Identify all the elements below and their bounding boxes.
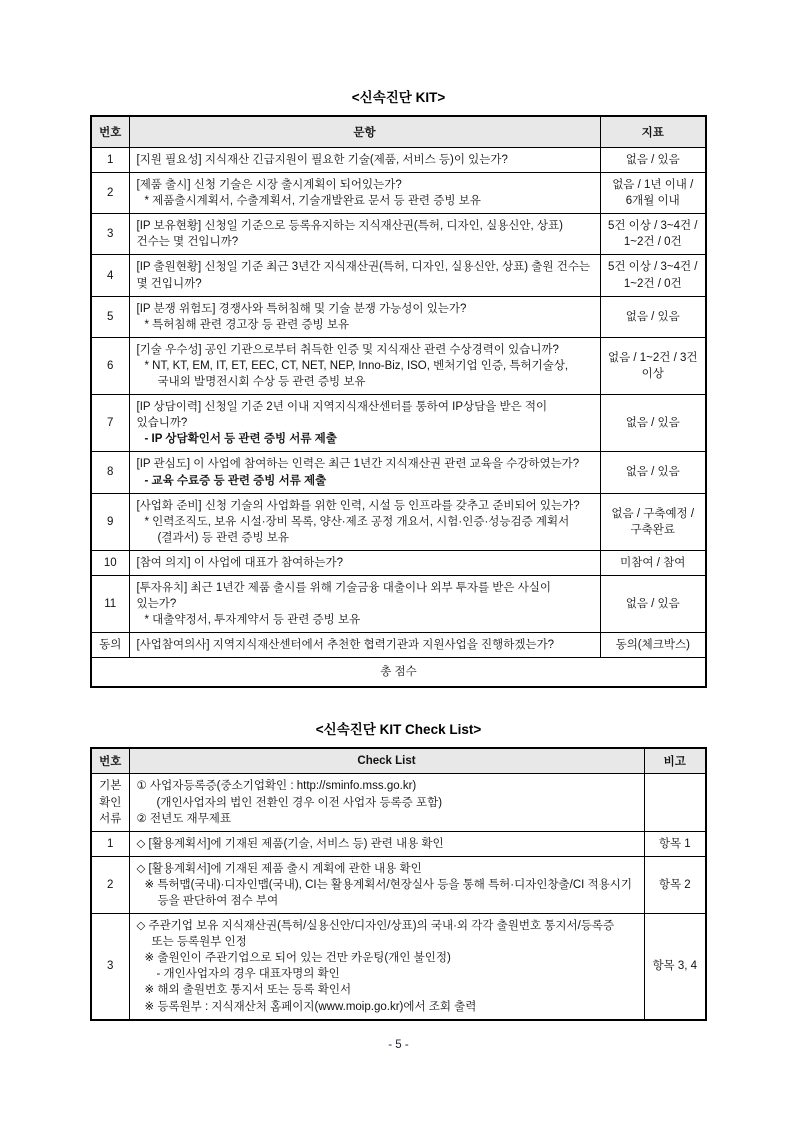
question-cell <box>129 296 600 337</box>
checklist-content-cell <box>129 774 644 831</box>
note-cell: 항목 2 <box>644 856 706 913</box>
checklist-table-title: <신속진단 KIT Check List> <box>315 722 482 738</box>
question-cell <box>129 255 600 296</box>
checklist-content-cell <box>129 914 644 1020</box>
row-number-cell: 4 <box>91 255 129 296</box>
row-number-cell: 5 <box>91 296 129 337</box>
row-number-cell: 10 <box>91 550 129 575</box>
kit-row <box>91 296 706 337</box>
checklist-line: ◇ [활용계획서]에 기재된 제품 출시 계획에 관한 내용 확인 <box>136 862 422 875</box>
checklist-row <box>91 914 706 1020</box>
note-cell: 항목 1 <box>644 831 706 856</box>
kit-header-question: 문항 <box>129 116 600 148</box>
checklist-content-cell <box>129 831 644 856</box>
checklist-header-title: Check List <box>129 748 644 774</box>
page-number: - 5 - <box>388 1038 409 1051</box>
question-line: * NT, KT, EM, IT, ET, EEC, CT, NET, NEP, Inno-Biz, ISO, 벤처기업 인증, 특허기술상, 국내외 발명전시회 수상 등 관련 증빙 보유 <box>144 359 569 389</box>
question-line: [참여 의지] 이 사업에 대표가 참여하는가? <box>136 556 344 569</box>
checklist-row <box>91 774 706 831</box>
kit-row <box>91 395 706 452</box>
question-line: [기술 우수성] 공인 기관으로부터 취득한 인증 및 지식재산 관련 수상경력이 있습니까? <box>136 343 559 356</box>
kit-table <box>90 115 707 688</box>
checklist-content-cell <box>129 856 644 913</box>
question-line: [IP 관심도] 이 사업에 참여하는 인력은 최근 1년간 지식재산권 관련 교육을 수강하였는가? <box>136 458 580 471</box>
checklist-line: ◇ 주관기업 보유 지식재산권(특허/실용신안/디자인/상표)의 국내·외 각각 출원번호 통지서/등록증 또는 등록원부 인정 <box>136 920 615 949</box>
question-line: [IP 출원현황] 신청일 기준 최근 3년간 지식재산권(특허, 디자인, 실용신안, 상표) 출원 건수는 몇 건입니까? <box>136 261 591 290</box>
checklist-line: ◇ [활용계획서]에 기재된 제품(기술, 서비스 등) 관련 내용 확인 <box>136 837 444 850</box>
kit-row <box>91 550 706 575</box>
question-line: - IP 상담확인서 등 관련 증빙 서류 제출 <box>144 433 337 446</box>
kit-row <box>91 255 706 296</box>
indicator-cell: 5건 이상 / 3~4건 / 1~2건 / 0건 <box>600 255 706 296</box>
checklist-line: - 개인사업자의 경우 대표자명의 확인 <box>156 968 340 981</box>
kit-row <box>91 633 706 658</box>
kit-table-body <box>91 148 706 658</box>
indicator-cell: 없음 / 있음 <box>600 296 706 337</box>
row-number-cell: 11 <box>91 575 129 632</box>
checklist-row <box>91 856 706 913</box>
row-number-cell: 8 <box>91 452 129 493</box>
row-number-cell: 9 <box>91 493 129 550</box>
kit-row <box>91 493 706 550</box>
checklist-table-header-row <box>91 748 706 774</box>
checklist-table-body <box>91 774 706 1020</box>
kit-row <box>91 214 706 255</box>
indicator-cell: 없음 / 있음 <box>600 148 706 173</box>
checklist-line: ① 사업자등록증(중소기업확인 : http://sminfo.mss.go.kr) <box>136 780 417 793</box>
checklist-line: (개인사업자의 법인 전환인 경우 이전 사업자 등록증 포함) <box>156 796 443 809</box>
question-line: [IP 보유현황] 신청일 기준으로 등록유지하는 지식재산권(특허, 디자인, 실용신안, 상표) 건수는 몇 건입니까? <box>136 220 563 249</box>
question-line: * 인력조직도, 보유 시설·장비 목록, 양산·제조 공정 개요서, 시험·인증·성능검증 계획서(결과서) 등 관련 증빙 보유 <box>144 515 570 544</box>
note-cell <box>644 774 706 831</box>
question-line: [사업화 준비] 신청 기술의 사업화를 위한 인력, 시설 등 인프라를 갖추고 준비되어 있는가? <box>136 499 580 512</box>
indicator-cell: 5건 이상 / 3~4건 / 1~2건 / 0건 <box>600 214 706 255</box>
row-number-cell: 6 <box>91 337 129 394</box>
kit-row <box>91 452 706 493</box>
checklist-line: ※ 출원인이 주관기업으로 되어 있는 건만 카운팅(개인 불인정) <box>144 952 451 965</box>
question-line: * 특허침해 관련 경고장 등 관련 증빙 보유 <box>144 318 350 331</box>
kit-total-row <box>91 658 706 688</box>
question-cell <box>129 575 600 632</box>
indicator-cell: 없음 / 있음 <box>600 395 706 452</box>
kit-table-header-row <box>91 116 706 148</box>
row-number-cell: 3 <box>91 914 129 1020</box>
checklist-line: ※ 해외 출원번호 통지서 또는 등록 확인서 <box>144 984 352 997</box>
question-line: [사업참여의사] 지역지식재산센터에서 추천한 협력기관과 지원사업을 진행하겠는가? <box>136 639 555 652</box>
indicator-cell: 없음 / 있음 <box>600 575 706 632</box>
row-number-cell: 동의 <box>91 633 129 658</box>
kit-header-indicator: 지표 <box>600 116 706 148</box>
checklist-line: ※ 등록원부 : 지식재산처 홈페이지(www.moip.go.kr)에서 조회 출력 <box>144 1000 477 1013</box>
checklist-table <box>90 747 707 1020</box>
checklist-row <box>91 831 706 856</box>
checklist-line: ② 전년도 재무제표 <box>136 812 231 825</box>
indicator-cell: 없음 / 구축예정 / 구축완료 <box>600 493 706 550</box>
question-line: [IP 분쟁 위험도] 경쟁사와 특허침해 및 기술 분쟁 가능성이 있는가? <box>136 302 467 315</box>
kit-total-label: 총 점수 <box>91 658 706 688</box>
question-cell <box>129 452 600 493</box>
question-cell <box>129 633 600 658</box>
indicator-cell: 없음 / 있음 <box>600 452 706 493</box>
indicator-cell: 미참여 / 참여 <box>600 550 706 575</box>
question-line: [투자유치] 최근 1년간 제품 출시를 위해 기술금융 대출이나 외부 투자를 받은 사실이 있는가? <box>136 581 552 611</box>
row-number-cell: 1 <box>91 831 129 856</box>
note-cell: 항목 3, 4 <box>644 914 706 1020</box>
question-line: * 제품출시계획서, 수출계획서, 기술개발완료 문서 등 관련 증빙 보유 <box>144 195 481 208</box>
kit-row <box>91 148 706 173</box>
question-line: [지원 필요성] 지식재산 긴급지원이 필요한 기술(제품, 서비스 등)이 있는가? <box>136 154 508 166</box>
indicator-cell: 없음 / 1~2건 / 3건 이상 <box>600 337 706 394</box>
question-cell <box>129 395 600 452</box>
row-number-cell: 3 <box>91 214 129 255</box>
question-cell <box>129 550 600 575</box>
checklist-header-number: 번호 <box>91 748 129 774</box>
row-number-cell: 2 <box>91 856 129 913</box>
row-number-cell: 1 <box>91 148 129 173</box>
question-cell <box>129 337 600 394</box>
kit-header-number: 번호 <box>91 116 129 148</box>
checklist-line: ※ 특허맵(국내)·디자인맵(국내), CI는 활용계획서/현장실사 등을 통해 특허·디자인창출/CI 적용시기 등을 판단하여 점수 부여 <box>144 878 632 907</box>
question-line: * 대출약정서, 투자계약서 등 관련 증빙 보유 <box>144 614 361 627</box>
question-line: [IP 상담이력] 신청일 기준 2년 이내 지역지식재산센터를 통하여 IP상담을 받은 적이 있습니까? <box>136 401 548 430</box>
question-cell <box>129 493 600 550</box>
kit-table-title: <신속진단 KIT> <box>351 90 446 105</box>
question-cell <box>129 148 600 173</box>
kit-row <box>91 337 706 394</box>
row-number-cell: 2 <box>91 173 129 214</box>
row-number-cell: 7 <box>91 395 129 452</box>
question-line: - 교육 수료증 등 관련 증빙 서류 제출 <box>144 474 327 487</box>
indicator-cell: 없음 / 1년 이내 / 6개월 이내 <box>600 173 706 214</box>
kit-row <box>91 575 706 632</box>
question-cell <box>129 214 600 255</box>
checklist-header-note: 비고 <box>644 748 706 774</box>
kit-row <box>91 173 706 214</box>
question-cell <box>129 173 600 214</box>
row-number-cell: 기본 확인 서류 <box>91 774 129 831</box>
indicator-cell: 동의(체크박스) <box>600 633 706 658</box>
question-line: [제품 출시] 신청 기술은 시장 출시계획이 되어있는가? <box>136 179 402 192</box>
